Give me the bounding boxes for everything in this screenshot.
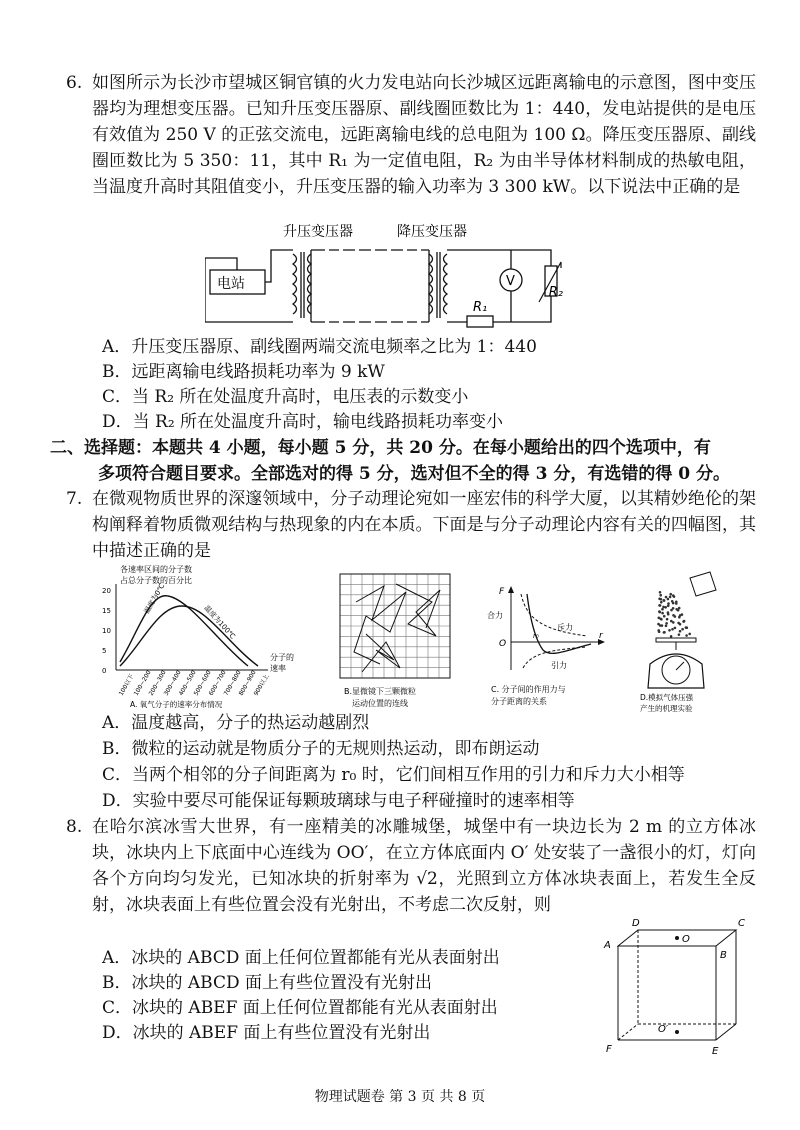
glass-bead	[678, 607, 681, 610]
question-stem: 在哈尔滨冰雪大世界，有一座精美的冰雕城堡，城堡中有一块边长为 2 m 的立方体冰块，冰块内上下底面中心连线为 OO′，在立方体底面内 O′ 处安装了一盏很小的灯，灯向各个方向均匀发光，已知冰块的折射率为 √2，光照到立方体冰块表面上，若发生全反射，冰块表面上有些位置会没有光射出，不考虑二次反射，则	[92, 817, 756, 915]
glass-bead	[663, 615, 666, 618]
vertex-a: A	[604, 940, 611, 951]
center-o-prime: O′	[658, 1024, 669, 1035]
question-number: 8.	[66, 817, 83, 837]
particle-path-2	[396, 584, 440, 636]
q6-option-b: B．远距离输电线路损耗功率为 9 kW	[102, 362, 385, 382]
figa-x-tick: 100~200	[132, 669, 153, 697]
glass-bead	[659, 594, 662, 597]
glass-bead	[672, 614, 675, 617]
transmission-circuit-diagram	[205, 218, 565, 336]
figa-x-tick: 300~400	[162, 669, 183, 697]
glass-bead	[672, 621, 675, 624]
figc-caption-1: C. 分子间的作用力与	[491, 685, 566, 694]
glass-bead	[678, 633, 681, 636]
glass-bead	[667, 613, 670, 616]
section-2-heading	[50, 435, 765, 487]
glass-bead	[669, 593, 672, 596]
figa-x-tick: 600~700	[207, 669, 228, 697]
glass-bead	[663, 599, 666, 602]
glass-bead	[670, 635, 673, 638]
glass-bead	[667, 602, 670, 605]
particle-path-3	[362, 634, 400, 672]
vertex-e: E	[712, 1046, 719, 1057]
section-2-line-1: 二、选择题：本题共 4 小题，每小题 5 分，共 20 分。在每小题给出的四个选项中，有	[50, 438, 711, 458]
q7-option-d: D．实验中要尽可能保证每颗玻璃球与电子秤碰撞时的速率相等	[102, 791, 575, 811]
resistor-r1	[467, 316, 493, 327]
glass-bead	[688, 633, 691, 636]
q6-option-c: C．当 R₂ 所在处温度升高时，电压表的示数变小	[102, 387, 469, 407]
figa-x-tick: 500~600	[192, 669, 213, 697]
figa-xlabel-1: 分子的	[270, 653, 294, 662]
figa-y-tick: 15	[102, 607, 111, 615]
figa-y-tick: 20	[102, 587, 111, 595]
repulsive-label: 斥力	[557, 623, 573, 632]
glass-bead	[672, 607, 675, 610]
glass-bead	[678, 616, 681, 619]
glass-bead	[660, 601, 663, 604]
glass-bead	[681, 613, 684, 616]
figure-a-speed-distribution	[98, 562, 318, 712]
q8-option-a: A．冰块的 ABCD 面上任何位置都能有光从表面射出	[102, 948, 500, 968]
glass-bead	[661, 612, 664, 615]
glass-bead	[665, 596, 668, 599]
question-number: 6.	[66, 73, 83, 93]
vertex-f: F	[606, 1044, 612, 1055]
glass-bead	[685, 634, 688, 637]
glass-bead	[667, 605, 670, 608]
r0-label: r₀	[533, 632, 539, 640]
glass-bead	[679, 623, 682, 626]
figd-caption-2: 产生的机理实验	[640, 704, 693, 713]
vertex-b: B	[720, 950, 727, 961]
glass-bead	[665, 622, 668, 625]
question-6	[66, 70, 756, 200]
figa-y-tick: 10	[102, 627, 111, 635]
glass-bead	[675, 602, 678, 605]
section-2-line-2: 多项符合题目要求。全部选对的得 5 分，选对但不全的得 3 分，有选错的得 0 分。	[98, 464, 730, 484]
figa-x-tick: 800~900	[237, 669, 258, 697]
r1-label: R₁	[473, 300, 488, 315]
curve-0c-label: 温度为0℃	[142, 582, 167, 615]
figa-y-tick: 5	[102, 647, 107, 655]
figb-caption-1: B.显微镜下三颗微粒	[344, 687, 417, 696]
glass-bead	[658, 604, 661, 607]
glass-bead	[683, 620, 686, 623]
page-footer: 物理试题卷 第 3 页 共 8 页	[314, 1089, 486, 1105]
figa-ylabel-2: 占总分子数的百分比	[120, 576, 192, 585]
r2-label: R₂	[548, 285, 563, 300]
glass-bead	[663, 631, 666, 634]
glass-bead	[677, 609, 680, 612]
figc-caption-2: 分子距离的关系	[491, 697, 547, 706]
q7-option-a: A．温度越高，分子的热运动越剧烈	[102, 713, 370, 733]
origin-label: O	[499, 639, 507, 649]
figa-x-tick: 100以下	[117, 673, 136, 697]
glass-bead	[659, 618, 662, 621]
glass-bead	[679, 630, 682, 633]
glass-bead	[657, 623, 660, 626]
net-force-label: 合力	[487, 611, 503, 620]
station-label: 电站	[217, 276, 245, 292]
figure-b-brownian-motion	[336, 572, 456, 710]
question-stem: 在微观物质世界的深邃领域中，分子动理论宛如一座宏伟的科学大厦，以其精妙绝伦的架构阐释着物质微观结构与热现象的内在本质。下面是与分子动理论内容有关的四幅图，其中描述正确的是	[92, 489, 756, 561]
figb-caption-2: 运动位置的连线	[352, 699, 408, 708]
q8-option-d: D．冰块的 ABEF 面上有些位置没有光射出	[102, 1023, 431, 1043]
question-number: 7.	[66, 489, 83, 509]
glass-bead	[657, 629, 660, 632]
voltmeter-label: V	[506, 274, 515, 289]
question-7	[66, 486, 756, 564]
axis-r-label: r	[599, 631, 603, 641]
step-up-label: 升压变压器	[283, 224, 353, 240]
q6-option-d: D．当 R₂ 所在处温度升高时，输电线路损耗功率变小	[102, 412, 504, 432]
vertex-c: C	[738, 918, 745, 929]
curve-100c-label: 温度为100℃	[202, 603, 237, 641]
glass-bead	[667, 598, 670, 601]
glass-bead	[666, 618, 669, 621]
glass-bead	[673, 595, 676, 598]
glass-bead	[674, 627, 677, 630]
glass-bead	[668, 629, 671, 632]
glass-bead	[662, 606, 665, 609]
glass-bead	[669, 596, 672, 599]
figure-d-pressure-experiment	[626, 568, 746, 714]
figa-x-tick: 400~500	[177, 669, 198, 697]
figa-x-tick: 900以上	[252, 673, 271, 697]
figa-x-tick: 200~300	[147, 669, 168, 697]
figa-x-tick: 700~800	[222, 669, 243, 697]
attractive-label: 引力	[551, 661, 567, 670]
glass-bead	[658, 598, 661, 601]
glass-bead	[665, 625, 668, 628]
glass-bead	[671, 628, 674, 631]
q8-option-c: C．冰块的 ABEF 面上任何位置都能有光从表面射出	[102, 998, 498, 1018]
ice-cube-diagram	[596, 918, 756, 1058]
q8-option-b: B．冰块的 ABCD 面上有些位置没有光射出	[102, 973, 433, 993]
figd-caption-1: D.模拟气体压强	[640, 693, 694, 702]
figa-caption: A. 氧气分子的速率分布情况	[130, 700, 223, 709]
question-stem: 如图所示为长沙市望城区铜官镇的火力发电站向长沙城区远距离输电的示意图，图中变压器均为理想变压器。已知升压变压器原、副线圈匝数比为 1：440，发电站提供的是电压有效值为 250 V 的正弦交流电，远距离输电线的总电阻为 100 Ω。降压变压器原、副线圈匝数比为 5 350：11，其中 R₁ 为一定值电阻，R₂ 为由半导体材料制成的热敏电阻，当温度升高时其阻值变小，升压变压器的输入功率为 3 300 kW。以下说法中正确的是	[92, 73, 756, 197]
glass-bead	[659, 611, 662, 614]
center-o: O	[682, 934, 690, 945]
glass-bead	[681, 628, 684, 631]
axis-f-label: F	[499, 587, 505, 597]
figa-y-tick: 0	[102, 667, 107, 675]
q6-option-a: A．升压变压器原、副线圈两端交流电频率之比为 1：440	[102, 337, 537, 357]
question-8	[66, 814, 756, 918]
glass-bead	[685, 626, 688, 629]
glass-bead	[661, 608, 664, 611]
figa-ylabel-1: 各速率区间的分子数	[120, 565, 192, 574]
vertex-d: D	[632, 918, 640, 929]
q7-option-b: B．微粒的运动就是物质分子的无规则热运动，即布朗运动	[102, 739, 540, 759]
glass-bead	[664, 606, 667, 609]
step-down-label: 降压变压器	[397, 224, 467, 240]
figure-c-molecular-force	[487, 580, 607, 710]
glass-bead	[659, 591, 662, 594]
glass-bead	[672, 602, 675, 605]
cup-icon	[690, 572, 716, 596]
figa-xlabel-2: 速率	[270, 664, 286, 673]
q7-option-c: C．当两个相邻的分子间距离为 r₀ 时，它们间相互作用的引力和斥力大小相等	[102, 765, 685, 785]
glass-bead	[661, 624, 664, 627]
